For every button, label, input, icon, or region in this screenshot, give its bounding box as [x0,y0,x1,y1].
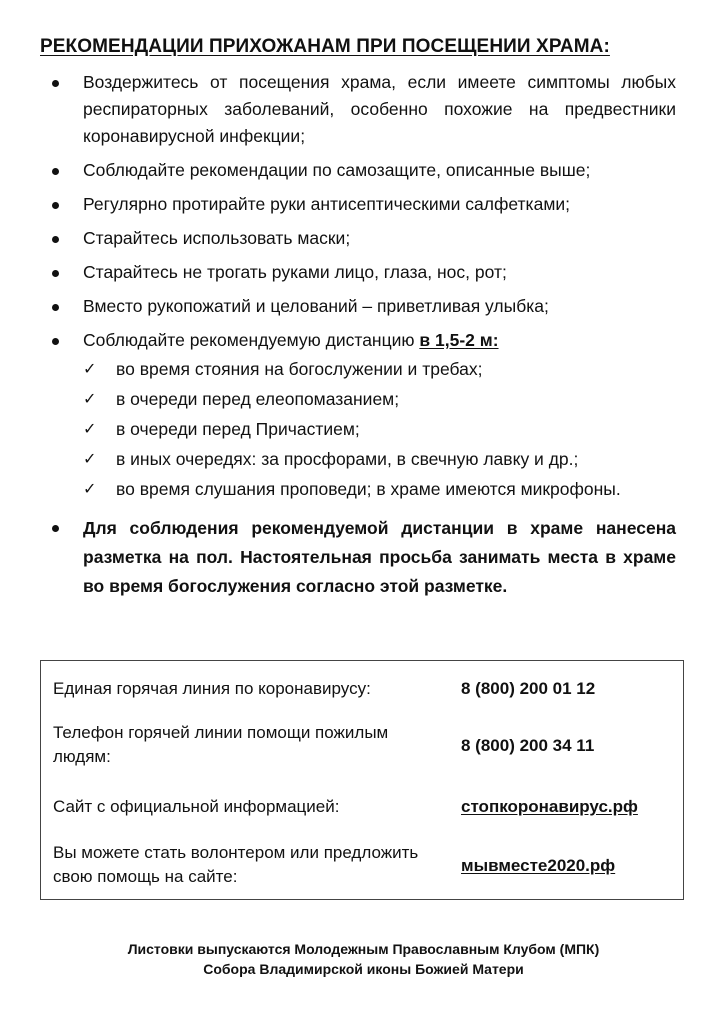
bullet-icon [52,338,59,345]
floor-marking-note [50,514,676,601]
checkmark-icon: ✓ [83,449,97,468]
info-label: Сайт с официальной информацией: [53,797,340,816]
info-label: Вы можете стать волонтером или предложить свою помощь на сайте: [53,843,419,886]
distance-text: Соблюдайте рекомендуемую дистанцию [83,330,420,350]
checkmark-icon: ✓ [83,419,97,438]
bullet-icon [52,202,59,209]
recommendations-list [50,69,676,608]
bullet-icon [52,236,59,243]
sub-list-item [83,384,676,414]
hotline-info-box [40,660,684,900]
info-value-link[interactable]: мывместе2020.рф [461,856,616,875]
info-value-phone[interactable]: 8 (800) 200 01 12 [461,679,596,698]
list-item [50,157,676,184]
page-title: РЕКОМЕНДАЦИИ ПРИХОЖАНАМ ПРИ ПОСЕЩЕНИИ ХРАМА: [40,36,610,57]
checkmark-icon: ✓ [83,389,97,408]
list-item [50,69,676,150]
checkmark-icon: ✓ [83,479,97,498]
distance-sublist [83,354,676,504]
floor-marking-text: Для соблюдения рекомендуемой дистанции в храме нанесена разметка на пол. Настоятельная просьба занимать места в храме во время богослужения согласно этой разметке. [83,518,676,596]
list-item-text: Воздержитесь от посещения храма, если имеете симптомы любых респираторных заболеваний, особенно похожие на предвестники коронавирусной инфекции; [83,72,676,146]
list-item-text: Старайтесь не трогать руками лицо, глаза, нос, рот; [83,262,507,282]
list-item [50,225,676,252]
list-item [50,293,676,320]
info-value-link[interactable]: стопкоронавирус.рф [461,797,638,816]
list-item [50,191,676,218]
bullet-icon [52,304,59,311]
sub-list-item [83,444,676,474]
sub-list-item-text: во время слушания проповеди; в храме имеются микрофоны. [116,479,621,499]
bullet-icon [52,270,59,277]
list-item-text: Соблюдайте рекомендации по самозащите, описанные выше; [83,160,591,180]
bullet-icon [52,525,59,532]
distance-emphasis: в 1,5-2 м: [419,330,499,350]
list-item-text: Старайтесь использовать маски; [83,228,351,248]
sub-list-item-text: в очереди перед елеопомазанием; [116,389,400,409]
sub-list-item-text: в иных очередях: за просфорами, в свечную лавку и др.; [116,449,579,469]
sub-list-item-text: во время стояния на богослужении и требах; [116,359,483,379]
list-item [50,259,676,286]
sub-list-item [83,414,676,444]
info-label: Единая горячая линия по коронавирусу: [53,679,371,698]
bullet-icon [52,168,59,175]
sub-list-item [83,354,676,384]
list-item-text: Регулярно протирайте руки антисептическими салфетками; [83,194,570,214]
checkmark-icon: ✓ [83,359,97,378]
footer-line: Листовки выпускаются Молодежным Православным Клубом (МПК) [127,941,600,957]
footer-credits [0,939,727,979]
footer-line: Собора Владимирской иконы Божией Матери [203,961,524,977]
bullet-icon [52,80,59,87]
list-item-text: Вместо рукопожатий и целований – приветливая улыбка; [83,296,549,316]
sub-list-item-text: в очереди перед Причастием; [116,419,360,439]
info-label: Телефон горячей линии помощи пожилым людям: [53,723,389,766]
info-value-phone[interactable]: 8 (800) 200 34 11 [461,736,595,755]
distance-item [50,327,676,504]
sub-list-item [83,474,676,504]
